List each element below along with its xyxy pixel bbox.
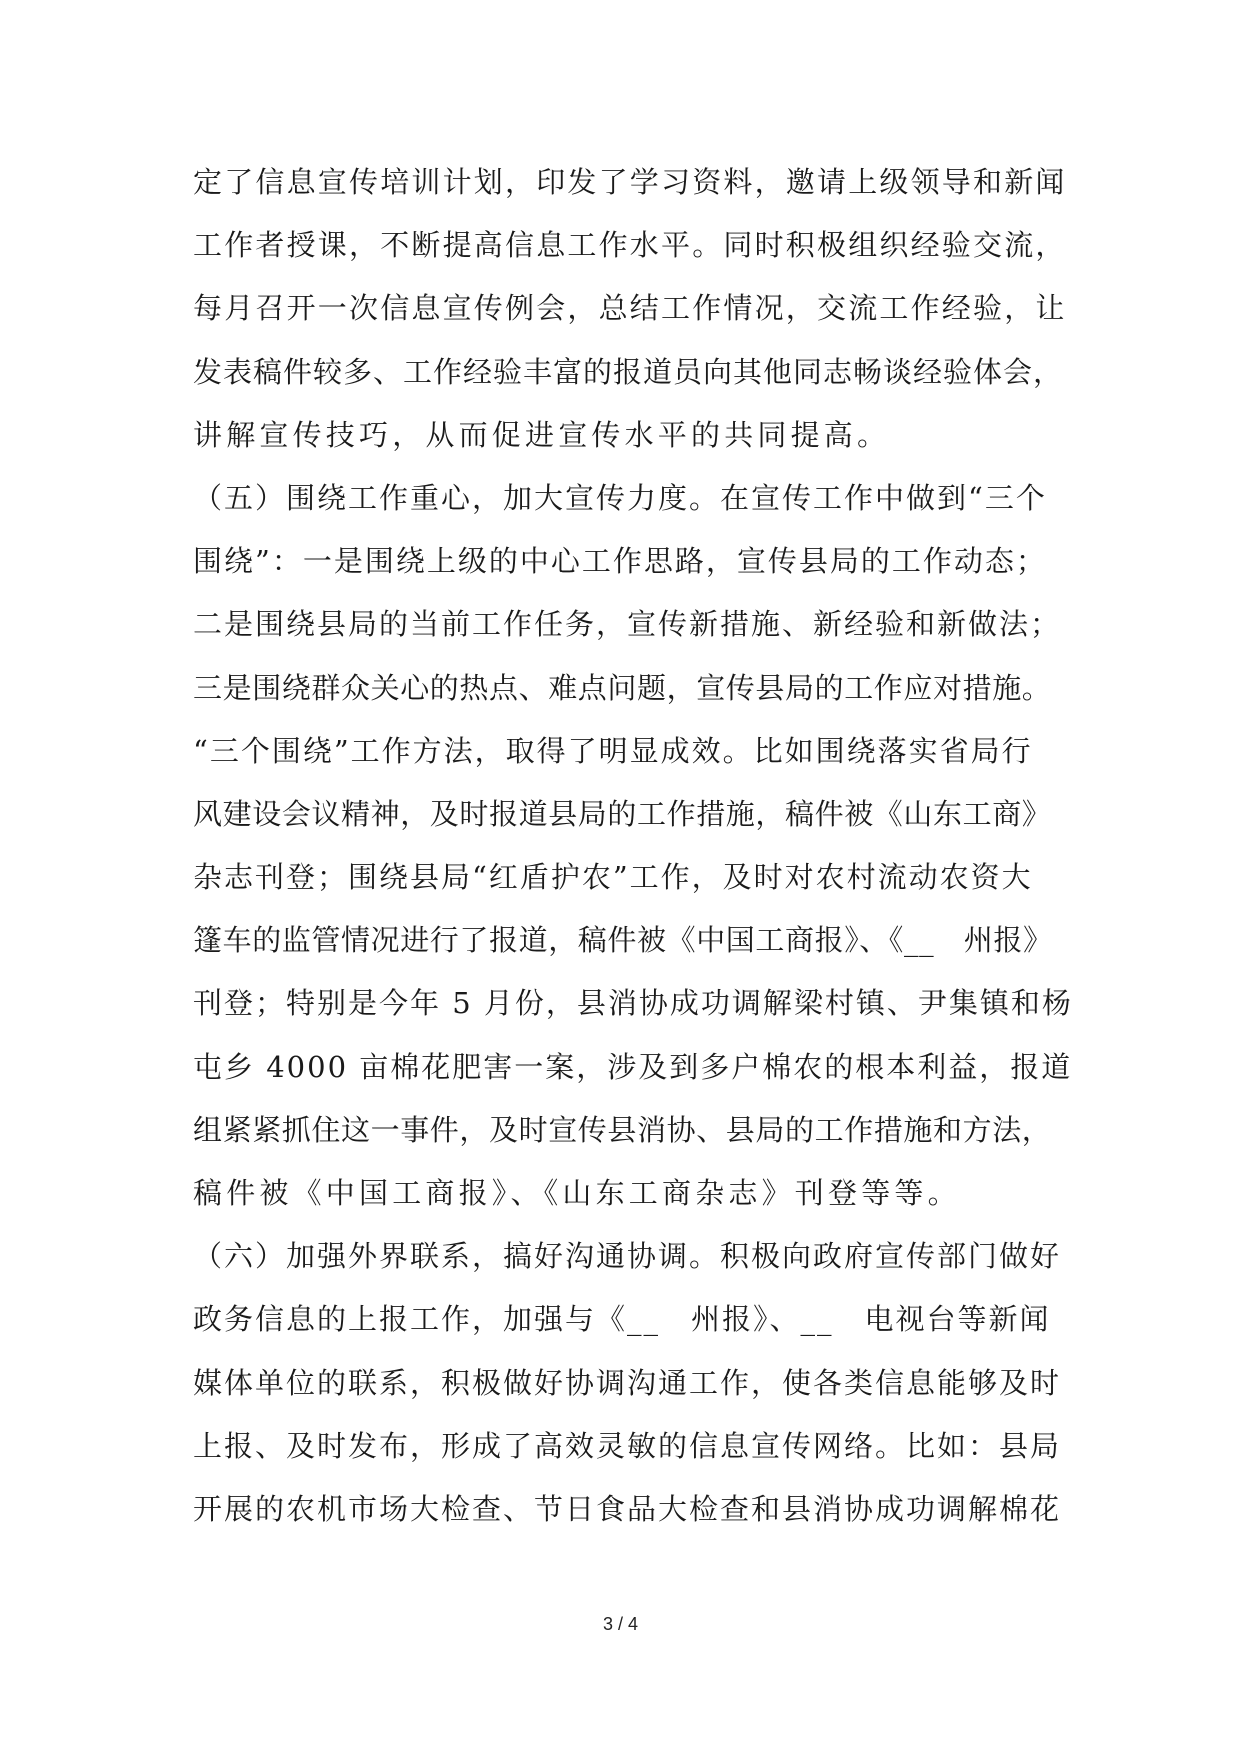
text-line: 稿件被《中国工商报》、《山东工商杂志》刊登等等。 (193, 1176, 961, 1210)
text-line: 讲解宣传技巧，从而促进宣传水平的共同提高。 (193, 417, 891, 452)
text-line: （五）围绕工作重心，加大宣传力度。在宣传工作中做到“三个 (193, 480, 1047, 515)
text-line: 风建设会议精神，及时报道县局的工作措施，稿件被《山东工商》 (193, 796, 1052, 831)
text-line: 上报、及时发布，形成了高效灵敏的信息宣传网络。比如：县局 (193, 1428, 1062, 1463)
text-line: 政务信息的上报工作，加强与《__ 州报》、__ 电视台等新闻 (193, 1302, 1051, 1337)
text-line: 发表稿件较多、工作经验丰富的报道员向其他同志畅谈经验体会， (193, 354, 1064, 389)
text-line: 组紧紧抓住这一事件，及时宣传县消协、县局的工作措施和方法， (193, 1112, 1052, 1147)
text-line: （六）加强外界联系，搞好沟通协调。积极向政府宣传部门做好 (193, 1239, 1062, 1274)
text-line: 工作者授课，不断提高信息工作水平。同时积极组织经验交流， (193, 228, 1067, 263)
text-line: 刊登；特别是今年 5 月份，县消协成功调解梁村镇、尹集镇和杨 (193, 986, 1073, 1021)
text-line: 定了信息宣传培训计划，印发了学习资料，邀请上级领导和新闻 (193, 165, 1067, 199)
document-body (193, 151, 1073, 1541)
text-line: 二是围绕县局的当前工作任务，宣传新措施、新经验和新做法； (193, 607, 1062, 642)
text-line: 篷车的监管情况进行了报道，稿件被《中国工商报》、《__ 州报》 (193, 923, 1053, 958)
text-line: 杂志刊登；围绕县局“红盾护农”工作，及时对农村流动农资大 (193, 860, 1033, 895)
text-line: 围绕”：一是围绕上级的中心工作思路，宣传县局的工作动态； (193, 544, 1047, 579)
text-line: 每月召开一次信息宣传例会，总结工作情况，交流工作经验，让 (193, 291, 1067, 326)
text-line: 媒体单位的联系，积极做好协调沟通工作，使各类信息能够及时 (193, 1365, 1062, 1400)
text-line: “三个围绕”工作方法，取得了明显成效。比如围绕落实省局行 (193, 733, 1033, 768)
page-number: 3 / 4 (602, 1614, 639, 1634)
text-line: 三是围绕群众关心的热点、难点问题，宣传县局的工作应对措施。 (193, 670, 1052, 705)
text-line: 屯乡 4000 亩棉花肥害一案，涉及到多户棉农的根本利益，报道 (193, 1049, 1073, 1084)
text-line: 开展的农机市场大检查、节日食品大检查和县消协成功调解棉花 (193, 1491, 1062, 1526)
